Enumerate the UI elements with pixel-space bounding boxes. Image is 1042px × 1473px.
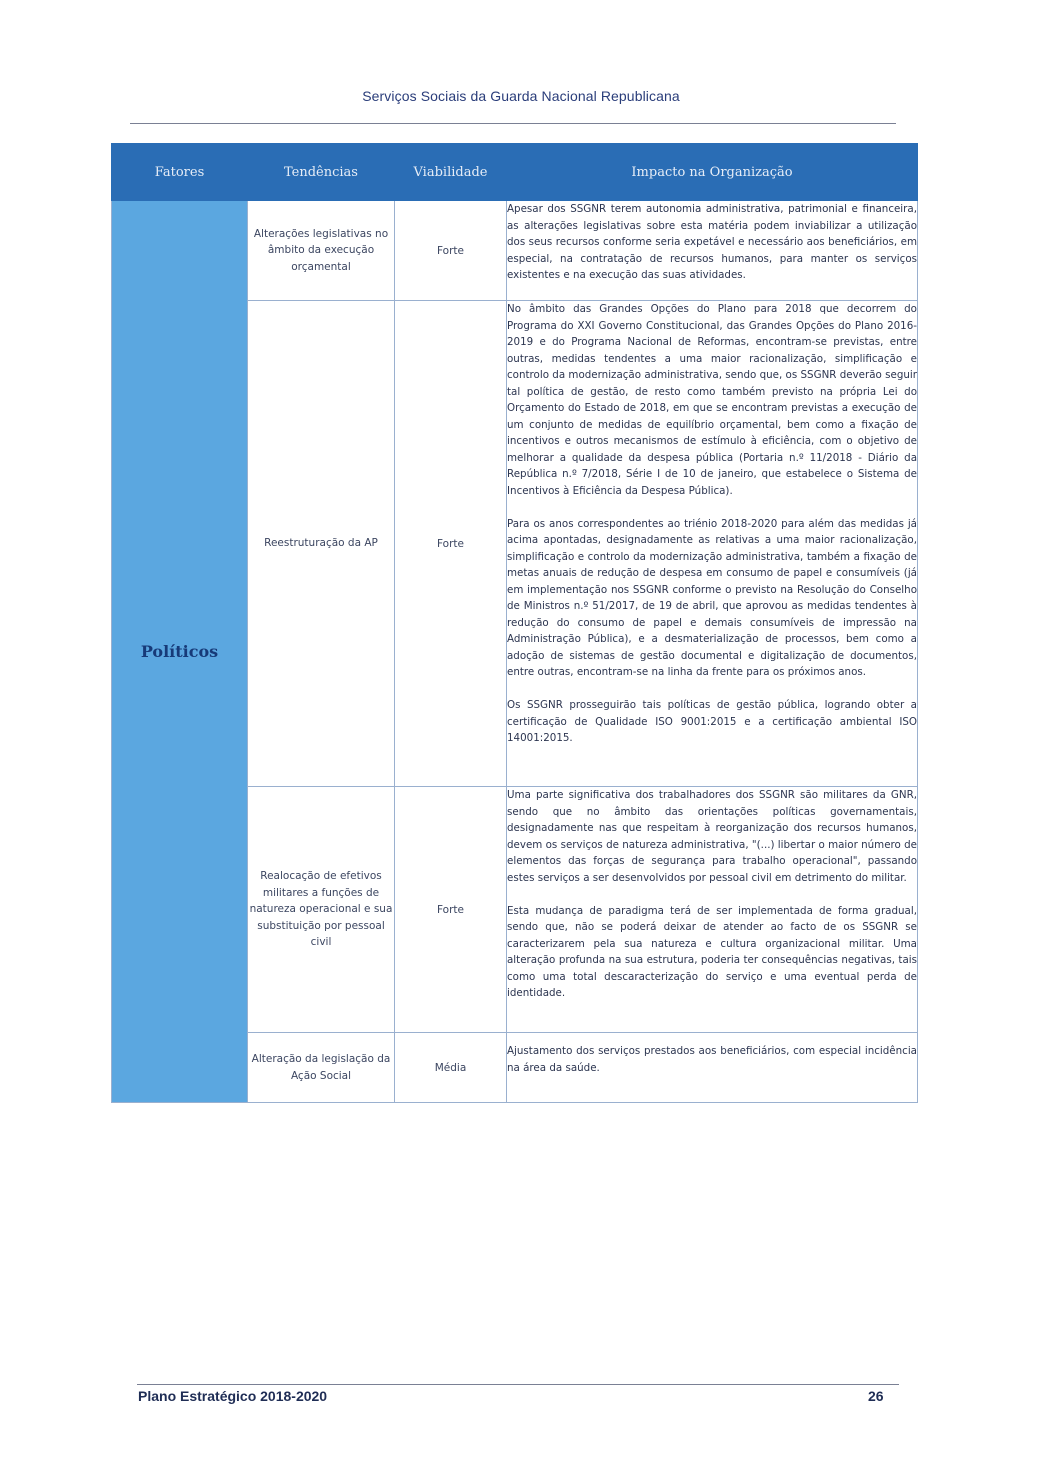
page-header-title: Serviços Sociais da Guarda Nacional Republicana	[362, 88, 680, 104]
impact-cell	[507, 201, 918, 301]
impact-paragraph: Ajustamento dos serviços prestados aos beneficiários, com especial incidência na área da saúde.	[507, 1045, 917, 1074]
column-header-tendencias: Tendências	[248, 144, 395, 201]
column-header-fatores: Fatores	[112, 144, 248, 201]
impact-paragraph: Apesar dos SSGNR terem autonomia administrativa, patrimonial e financeira, as alterações legislativas sobre esta matéria podem inviabilizar a utilização dos seus recursos conforme seria expetável e necessário aos beneficiários, em especial, na contratação de recursos humanos, para manter os serviços existentes e na execução das suas atividades.	[507, 203, 917, 281]
table-row	[112, 201, 918, 301]
impact-paragraph: Uma parte significativa dos trabalhadores dos SSGNR são militares da GNR, sendo que no âmbito das orientações políticas governamentais, designadamente nas que respeitam à reorganização dos recursos humanos, devem os serviços de natureza administrativa, "(...) libertar o maior número de elementos das forças de segurança para trabalho operacional", passando estes serviços a ser desenvolvidos por pessoal civil em detrimento do militar.	[507, 789, 917, 884]
trend-cell: Alteração da legislação da Ação Social	[248, 1033, 395, 1103]
page-number: 26	[868, 1388, 884, 1404]
trend-cell: Alterações legislativas no âmbito da execução orçamental	[248, 201, 395, 301]
footer-document-title: Plano Estratégico 2018-2020	[138, 1388, 328, 1404]
table-header-row	[112, 144, 918, 201]
impact-cell	[507, 1033, 918, 1103]
impact-cell	[507, 787, 918, 1033]
trend-cell: Realocação de efetivos militares a funções de natureza operacional e sua substituição por pessoal civil	[248, 787, 395, 1033]
column-header-impacto: Impacto na Organização	[507, 144, 918, 201]
viability-cell: Forte	[395, 301, 507, 787]
trend-cell: Reestruturação da AP	[248, 301, 395, 787]
column-header-viabilidade: Viabilidade	[395, 144, 507, 201]
pestal-table	[111, 143, 918, 1103]
viability-cell: Forte	[395, 201, 507, 301]
factor-cell: Políticos	[112, 201, 248, 1103]
impact-paragraph: Os SSGNR prosseguirão tais políticas de gestão pública, logrando obter a certificação de Qualidade ISO 9001:2015 e a certificação ambiental ISO 14001:2015.	[507, 699, 917, 744]
impact-cell	[507, 301, 918, 787]
impact-paragraph: Esta mudança de paradigma terá de ser implementada de forma gradual, sendo que, não se poderá deixar de atender ao facto de os SSGNR se caracterizarem pela sua natureza e cultura organizacional militar. Uma alteração profunda na sua estrutura, poderia ter consequências negativas, tais como uma total descaracterização do serviço e uma eventual perda de identidade.	[507, 904, 917, 999]
impact-paragraph: Para os anos correspondentes ao triénio 2018-2020 para além das medidas já acima apontadas, designadamente as relativas a uma maior racionalização, simplificação e controlo da modernização administrativa, também a fixação de metas anuais de redução de despesa em consumo de papel e consumíveis (já em implementação nos SSGNR conforme o previsto na Resolução do Conselho de Ministros n.º 51/2017, de 19 de abril, que aprovou as medidas tendentes à redução do consumo de papel e demais consumíveis de impressão na Administração Pública), e a desmaterialização de processos, bem como a adoção de sistemas de gestão documental e digitalização de documentos, entre outras, encontram-se na linha da frente para os próximos anos.	[507, 517, 917, 678]
viability-cell: Forte	[395, 787, 507, 1033]
header-divider	[130, 123, 896, 124]
viability-cell: Média	[395, 1033, 507, 1103]
footer-divider	[137, 1384, 899, 1385]
impact-paragraph: No âmbito das Grandes Opções do Plano para 2018 que decorrem do Programa do XXI Governo Constitucional, das Grandes Opções do Plano 2016-2019 e do Programa Nacional de Reformas, encontram-se previstas, entre outras, medidas tendentes a uma maior racionalização, simplificação e controlo da modernização administrativa, sendo que, os SSGNR deverão seguir tal política de gestão, de resto como também previsto na própria Lei do Orçamento do Estado de 2018, em que se encontram previstas a execução de um conjunto de medidas de equilíbrio orçamental, bem como a fixação de incentivos e outros mecanismos de estímulo à eficiência, com o objetivo de melhorar a qualidade da despesa pública (Portaria n.º 11/2018 - Diário da República n.º 7/2018, Série I de 10 de janeiro, que estabelece o Sistema de Incentivos à Eficiência da Despesa Pública).	[507, 303, 917, 497]
